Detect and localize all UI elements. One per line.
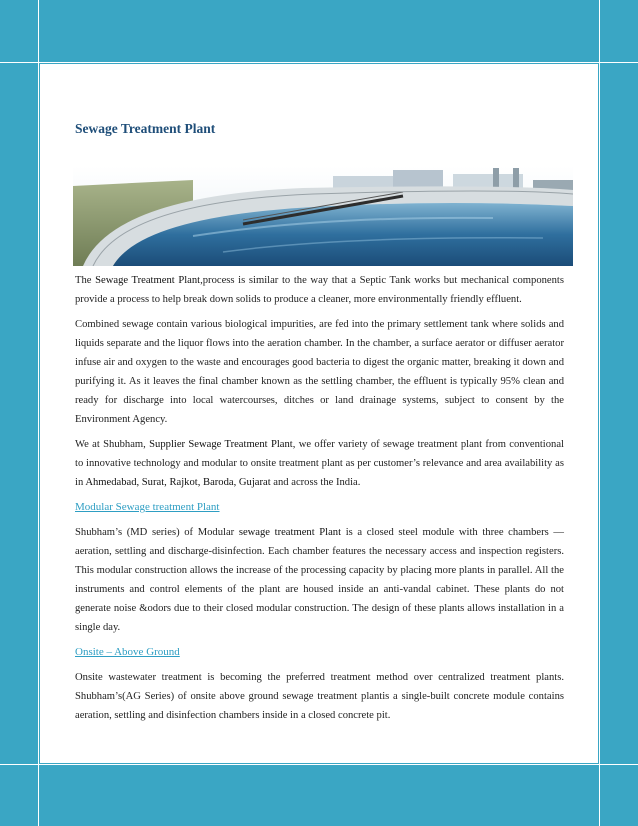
keyword-link[interactable]: sewage treatment Plant	[238, 527, 342, 538]
paragraph-process: Combined sewage contain various biological impurities, are fed into the primary settlement tank where solids and liquids separate and the liquor flows into the aeration chamber. In the chamber, a surface aerator or diffuser aerator infuse air and oxygen to the waste and encourages good bacteria to digest the organic matter, breaking it down and purifying it. As it leaves the final chamber known as the settling chamber, the effluent is typically 95% clean and ready for discharge into local watercourses, ditches or land drainage systems, subject to consent by the Environment Agency.	[75, 319, 564, 425]
text-run: is a closed steel module with three chambers — aeration, settling and discharge-disinfection. Each chamber features the necessary access and inspection registers. This modular construction allows the increase of the processing capacity by placing more plants in parallel. All the instruments and control elements of the plant are housed inside an anti-vandal cabinet. These plants do not generate noise &odors due to their closed modular construction. The design of these plants allows installation in a single day.	[75, 527, 564, 633]
subheading-modular[interactable]: Modular Sewage treatment Plant	[75, 501, 220, 513]
location-keywords[interactable]: Ahmedabad, Surat, Rajkot, Baroda, Gujarat	[85, 477, 271, 488]
text-run: Shubham’s (MD series) of Modular	[75, 527, 239, 538]
page-title: Sewage Treatment Plant	[75, 121, 216, 136]
article-body	[75, 271, 564, 725]
paragraph-modular	[75, 523, 564, 637]
document-page	[40, 64, 598, 763]
paragraph-onsite: Onsite wastewater treatment is becoming the preferred treatment method over centralized treatment plants. Shubham’s(AG Series) of onsite above ground sewage treatment plantis a single-built concrete module contains aeration, settling and disinfection chambers inside in a closed concrete pit.	[75, 672, 564, 721]
paragraph-intro	[75, 271, 564, 309]
text-run: , we offer variety of sewage treatment plant from conventional to innovative technology and modular to onsite treatment plant as per customer’s relevance and area availability as in	[75, 439, 564, 488]
keyword-link[interactable]: Sewage Treatment Plant	[95, 275, 201, 286]
clarifier-photo	[73, 166, 573, 266]
frame-line-top	[0, 62, 638, 63]
frame-line-right	[599, 0, 600, 826]
text-run: and across the India.	[270, 477, 361, 488]
text-run: The	[75, 275, 96, 286]
keyword-link[interactable]: Supplier Sewage Treatment Plant	[149, 439, 293, 450]
hero-image	[73, 166, 573, 266]
subheading-onsite[interactable]: Onsite – Above Ground	[75, 646, 180, 658]
paragraph-supplier	[75, 435, 564, 492]
text-run: We at Shubham,	[75, 439, 150, 450]
frame-line-bottom	[0, 764, 638, 765]
text-run: ,process is similar to the way that a Septic Tank works but mechanical components provide a process to help break down solids to produce a cleaner, more environmentally friendly effluent.	[75, 275, 564, 305]
frame-line-left	[38, 0, 39, 826]
